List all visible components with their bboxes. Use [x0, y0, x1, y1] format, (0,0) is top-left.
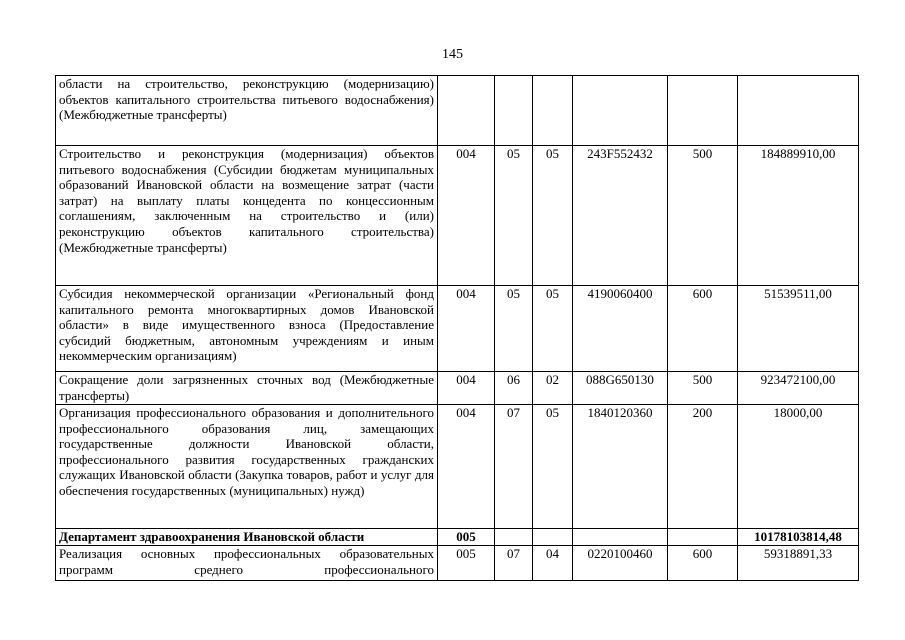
table-row-department [56, 529, 859, 546]
row-subsection-code [533, 76, 573, 146]
row-amount: 18000,00 [738, 405, 859, 529]
table-row [56, 372, 859, 405]
row-section-code: 05 [495, 146, 533, 286]
row-expense-type-code: 600 [668, 286, 738, 372]
row-grbs-code: 004 [438, 405, 495, 529]
row-target-article-code: 0220100460 [573, 546, 668, 581]
row-subsection-code: 05 [533, 405, 573, 529]
table-row [56, 76, 859, 146]
row-description: Субсидия некоммерческой организации «Региональный фонд капитального ремонта многоквартирных домов Ивановской области» в виде имущественного взноса (Предоставление субсидий бюджетным, автономным учреждениям и иным некоммерческим организациям) [56, 286, 438, 372]
table-row [56, 546, 859, 581]
row-expense-type-code: 600 [668, 546, 738, 581]
row-target-article-code: 088G650130 [573, 372, 668, 405]
row-amount: 184889910,00 [738, 146, 859, 286]
table-row [56, 286, 859, 372]
row-grbs-code: 004 [438, 146, 495, 286]
row-section-code: 06 [495, 372, 533, 405]
row-description: области на строительство, реконструкцию (модернизацию) объектов капитального строительства питьевого водоснабжения) (Межбюджетные трансферты) [56, 76, 438, 146]
row-description: Реализация основных профессиональных образовательных программ среднего профессионального [56, 546, 438, 581]
row-amount: 51539511,00 [738, 286, 859, 372]
row-subsection-code: 04 [533, 546, 573, 581]
row-amount: 59318891,33 [738, 546, 859, 581]
row-expense-type-code [668, 529, 738, 546]
row-amount [738, 76, 859, 146]
row-target-article-code [573, 529, 668, 546]
row-description: Департамент здравоохранения Ивановской области [56, 529, 438, 546]
row-target-article-code [573, 76, 668, 146]
row-grbs-code: 005 [438, 546, 495, 581]
row-subsection-code [533, 529, 573, 546]
row-section-code [495, 76, 533, 146]
row-amount: 923472100,00 [738, 372, 859, 405]
row-target-article-code: 1840120360 [573, 405, 668, 529]
row-subsection-code: 02 [533, 372, 573, 405]
table-row [56, 405, 859, 529]
row-target-article-code: 4190060400 [573, 286, 668, 372]
row-expense-type-code [668, 76, 738, 146]
row-section-code: 05 [495, 286, 533, 372]
table-row [56, 146, 859, 286]
row-description: Строительство и реконструкция (модернизация) объектов питьевого водоснабжения (Субсидии бюджетам муниципальных образований Ивановской области на возмещение затрат (части затрат) на выплату платы концедента по концессионным соглашениям, заключенным на строительство и (или) реконструкцию объектов капитального строительства) (Межбюджетные трансферты) [56, 146, 438, 286]
row-target-article-code: 243F552432 [573, 146, 668, 286]
row-description: Сокращение доли загрязненных сточных вод (Межбюджетные трансферты) [56, 372, 438, 405]
row-section-code: 07 [495, 405, 533, 529]
row-section-code [495, 529, 533, 546]
row-grbs-code [438, 76, 495, 146]
row-section-code: 07 [495, 546, 533, 581]
page-number: 145 [442, 47, 463, 62]
row-expense-type-code: 200 [668, 405, 738, 529]
row-subsection-code: 05 [533, 146, 573, 286]
row-grbs-code: 004 [438, 372, 495, 405]
row-expense-type-code: 500 [668, 372, 738, 405]
row-amount: 10178103814,48 [738, 529, 859, 546]
row-expense-type-code: 500 [668, 146, 738, 286]
row-subsection-code: 05 [533, 286, 573, 372]
row-description: Организация профессионального образования и дополнительного профессионального образования лиц, замещающих государственные должности Ивановской области, профессионального развития государственных гражданских служащих Ивановской области (Закупка товаров, работ и услуг для обеспечения государственных (муниципальных) нужд) [56, 405, 438, 529]
row-grbs-code: 005 [438, 529, 495, 546]
row-grbs-code: 004 [438, 286, 495, 372]
budget-table [55, 75, 859, 581]
